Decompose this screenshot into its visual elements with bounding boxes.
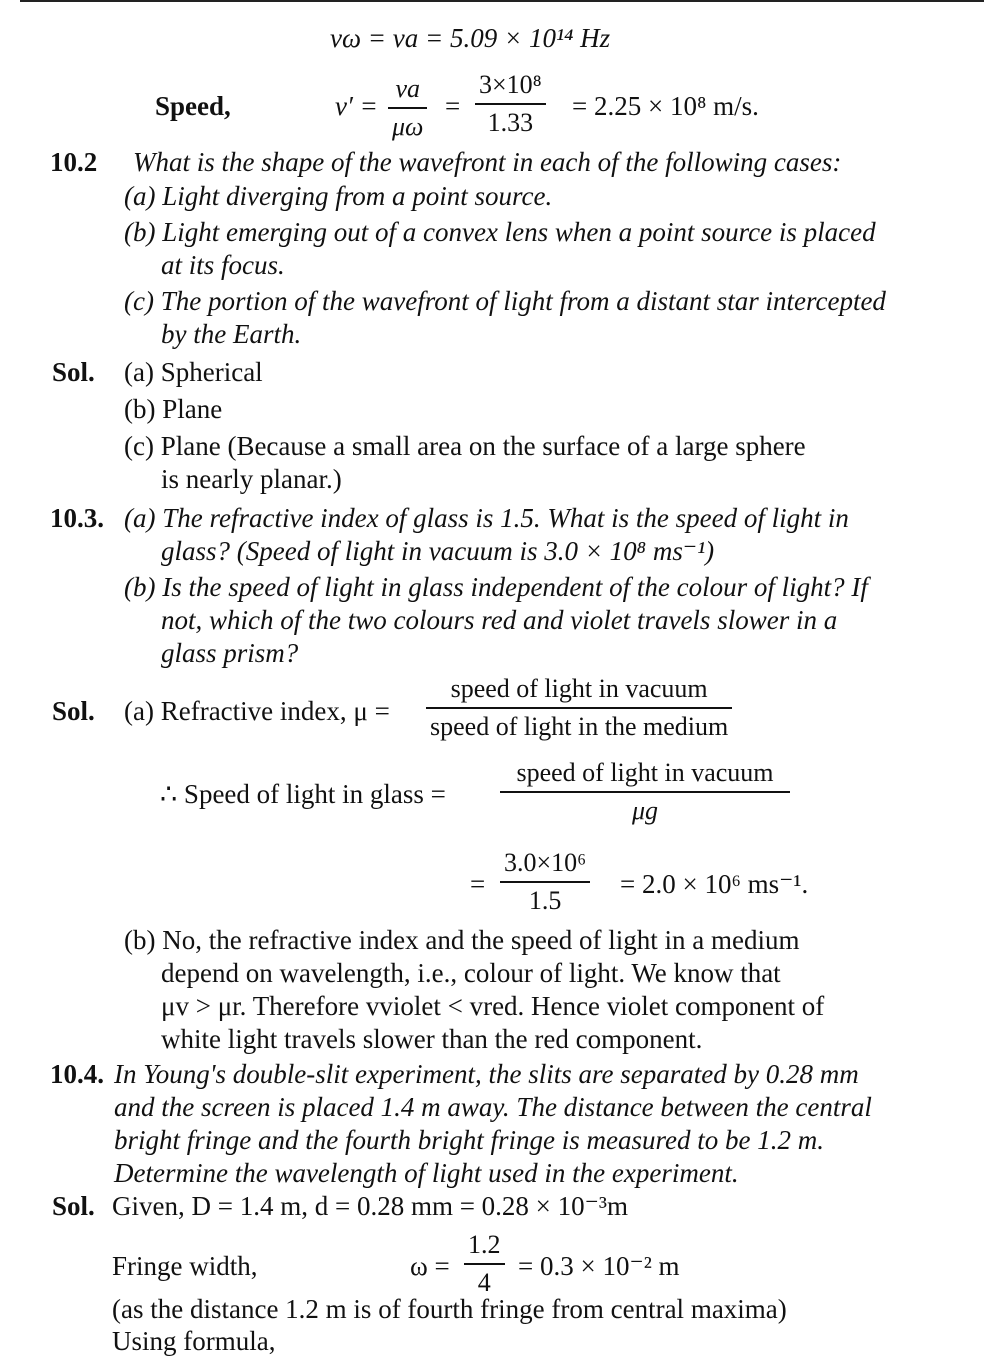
fraction-numerator: 3×10⁸ <box>479 70 542 99</box>
refractive-index-fraction <box>426 674 732 742</box>
calc-fraction <box>500 848 590 916</box>
fringe-width-lhs: ω = <box>410 1251 450 1281</box>
speed-fraction-2 <box>475 70 546 138</box>
answer-line: white light travels slower than the red component. <box>161 1024 703 1054</box>
fraction-denominator: speed of light in the medium <box>430 712 729 741</box>
question-parts <box>124 180 886 351</box>
question-text-block <box>114 1058 872 1190</box>
answer-line: (b) No, the refractive index and the speed of light in a medium <box>124 925 800 955</box>
fraction-numerator: 3.0×10⁶ <box>504 848 587 877</box>
fringe-width-fraction <box>464 1230 505 1298</box>
speed-label: Speed, <box>155 91 231 121</box>
speed-lhs: v′ = <box>335 91 378 121</box>
solution-label: Sol. <box>52 1191 95 1221</box>
question-text-block <box>124 502 868 670</box>
note-line: (as the distance 1.2 m is of fourth fringe from central maxima) <box>112 1294 787 1324</box>
fraction-numerator: 1.2 <box>468 1230 501 1259</box>
speed-in-glass-label: ∴ Speed of light in glass = <box>160 779 446 809</box>
refractive-index-label: (a) Refractive index, μ = <box>124 696 390 726</box>
fraction-numerator: va <box>395 74 420 103</box>
question-line: (b) Is the speed of light in glass independent of the colour of light? If <box>124 572 868 602</box>
question-line: by the Earth. <box>161 319 302 349</box>
question-line: (b) Light emerging out of a convex lens when a point source is placed <box>124 217 876 247</box>
answer-line: μv > μr. Therefore vviolet < vred. Hence violet component of <box>161 991 825 1021</box>
fraction-numerator: speed of light in vacuum <box>450 674 708 703</box>
question-line: glass? (Speed of light in vacuum is 3.0 × 10⁸ ms⁻¹) <box>161 536 715 566</box>
question-number: 10.3. <box>50 503 104 533</box>
answer-line: (b) Plane <box>124 394 223 424</box>
question-line: and the screen is placed 1.4 m away. The distance between the central <box>114 1092 872 1122</box>
calc-result: = 2.0 × 10⁶ ms⁻¹. <box>620 869 809 899</box>
given-values: Given, D = 1.4 m, d = 0.28 mm = 0.28 × 10⁻³m <box>112 1191 628 1221</box>
frequency-equation: vω = va = 5.09 × 10¹⁴ Hz <box>330 23 611 53</box>
fraction-denominator: 4 <box>477 1268 491 1297</box>
fringe-width-label: Fringe width, <box>112 1251 258 1281</box>
part-b-answer <box>124 924 824 1056</box>
top-rule <box>20 0 984 2</box>
solution-answers <box>124 356 806 496</box>
question-line: Determine the wavelength of light used in the experiment. <box>114 1158 739 1188</box>
answer-line: is nearly planar.) <box>161 464 342 494</box>
answer-line: depend on wavelength, i.e., colour of light. We know that <box>161 958 781 988</box>
question-line: (c) The portion of the wavefront of light from a distant star intercepted <box>124 286 886 316</box>
speed-in-glass-fraction <box>500 758 790 826</box>
solution-label: Sol. <box>52 696 95 726</box>
calc-equals: = <box>470 869 486 899</box>
answer-line: (a) Spherical <box>124 357 263 387</box>
question-line: (a) The refractive index of glass is 1.5. What is the speed of light in <box>124 503 849 533</box>
speed-equals: = <box>445 91 461 121</box>
question-line: (a) Light diverging from a point source. <box>124 181 553 211</box>
fraction-numerator: speed of light in vacuum <box>516 758 774 787</box>
speed-result: = 2.25 × 10⁸ m/s. <box>572 91 759 121</box>
fraction-denominator: 1.33 <box>487 108 534 137</box>
fraction-denominator: μg <box>631 796 659 825</box>
answer-line: (c) Plane (Because a small area on the surface of a large sphere <box>124 431 806 461</box>
question-line: In Young's double-slit experiment, the slits are separated by 0.28 mm <box>114 1059 859 1089</box>
speed-fraction-1 <box>388 74 427 142</box>
question-line: at its focus. <box>161 250 285 280</box>
question-text: What is the shape of the wavefront in each of the following cases: <box>133 147 842 177</box>
question-line: glass prism? <box>161 638 299 668</box>
question-line: bright fringe and the fourth bright fringe is measured to be 1.2 m. <box>114 1125 824 1155</box>
fringe-width-result: = 0.3 × 10⁻² m <box>518 1251 680 1281</box>
question-number: 10.2 <box>50 147 98 177</box>
question-line: not, which of the two colours red and violet travels slower in a <box>161 605 838 635</box>
question-number: 10.4. <box>50 1059 104 1089</box>
using-formula-line: Using formula, <box>112 1326 276 1356</box>
fraction-denominator: 1.5 <box>528 886 562 915</box>
fraction-denominator: μω <box>392 112 424 141</box>
solution-label: Sol. <box>52 357 95 387</box>
